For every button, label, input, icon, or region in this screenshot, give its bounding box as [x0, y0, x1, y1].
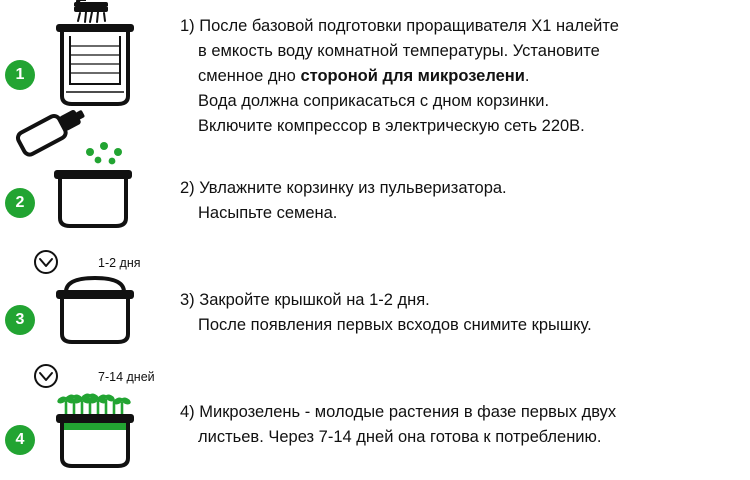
step-number-badge-4: 4	[5, 425, 35, 455]
step-3-duration-label: 1-2 дня	[98, 256, 141, 270]
sprouter-with-spray-and-seeds-icon	[10, 108, 160, 238]
step-4-line-1: 4) Микрозелень - молодые растения в фазе первых двух	[180, 403, 617, 421]
step-1-line-1: 1) После базовой подготовки проращивателя X1 налейте	[180, 17, 619, 35]
step-3-line-2: После появления первых всходов снимите крышку.	[198, 316, 592, 334]
step-1-line-2: в емкость воду комнатной температуры. Установите	[198, 42, 600, 60]
step-number-badge-1: 1	[5, 60, 35, 90]
step-2-line-2: Насыпьте семена.	[198, 204, 338, 222]
sprouter-with-shower-icon	[30, 0, 160, 120]
step-1-line-4: Вода должна соприкасаться с дном корзинки.	[198, 92, 550, 110]
step-3-text	[180, 288, 745, 338]
step-1-text	[180, 14, 745, 139]
step-4-duration-label: 7-14 дней	[98, 370, 155, 384]
step-number-badge-2: 2	[5, 188, 35, 218]
step-number-badge-3: 3	[5, 305, 35, 335]
step-3-line-1: 3) Закройте крышкой на 1-2 дня.	[180, 291, 430, 309]
step-4-line-2: листьев. Через 7-14 дней она готова к потреблению.	[198, 428, 602, 446]
step-2-line-1: 2) Увлажните корзинку из пульверизатора.	[180, 179, 507, 197]
step-1-line-5: Включите компрессор в электрическую сеть 220В.	[198, 117, 585, 135]
step-4-text	[180, 400, 745, 450]
step-1-line-3: сменное дно стороной для микрозелени.	[198, 67, 530, 85]
step-2-text	[180, 176, 745, 226]
